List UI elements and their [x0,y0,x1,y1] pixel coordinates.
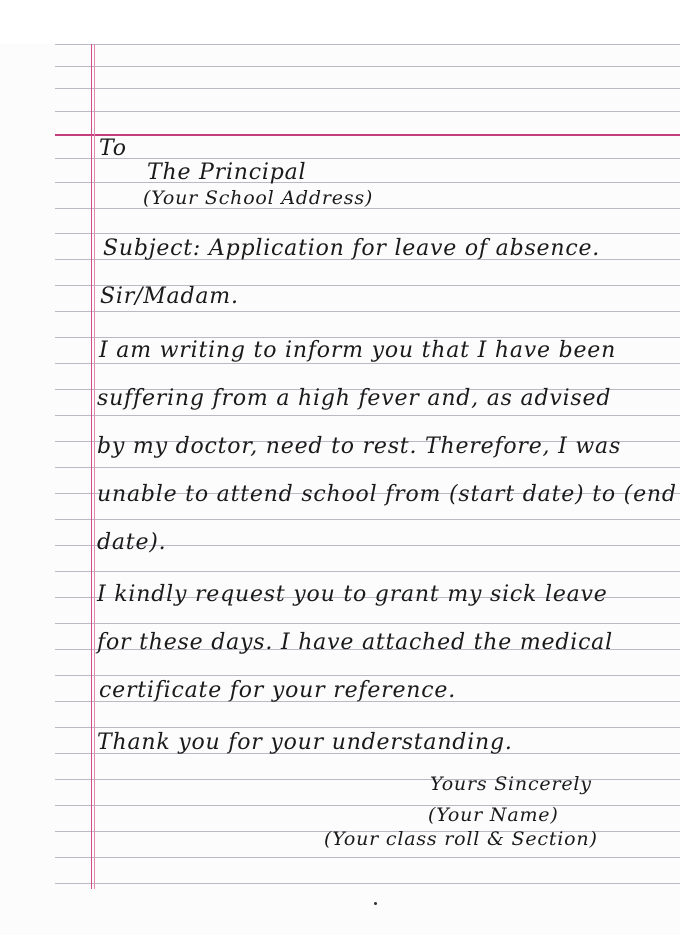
class-section-line: (Your class roll & Section) [324,828,598,850]
recipient-line: The Principal [147,160,307,185]
scan-margin [0,0,680,44]
closing-line: Yours Sincerely [430,773,592,795]
salutation-line: Sir/Madam. [100,284,239,309]
body-line-3: by my doctor, need to rest. Therefore, I was [97,434,622,459]
body-line-2: suffering from a high fever and, as advised [97,386,612,411]
body-line-8: certificate for your reference. [99,678,456,703]
header-rule [55,134,680,136]
school-address-line: (Your School Address) [143,187,374,209]
signature-name-line: (Your Name) [428,804,559,826]
body-line-5: date). [97,530,167,555]
body-line-7: for these days. I have attached the medical [97,630,613,655]
margin-line-2 [94,44,95,889]
body-line-6: I kindly request you to grant my sick leave [97,582,608,607]
subject-line: Subject: Application for leave of absence. [103,236,601,261]
margin-line [91,44,92,889]
ink-dot [374,902,377,905]
body-line-9: Thank you for your understanding. [97,730,513,755]
body-line-4: unable to attend school from (start date) to (end [97,482,677,507]
to-line: To [99,136,127,161]
body-line-1: I am writing to inform you that I have been [99,338,617,363]
